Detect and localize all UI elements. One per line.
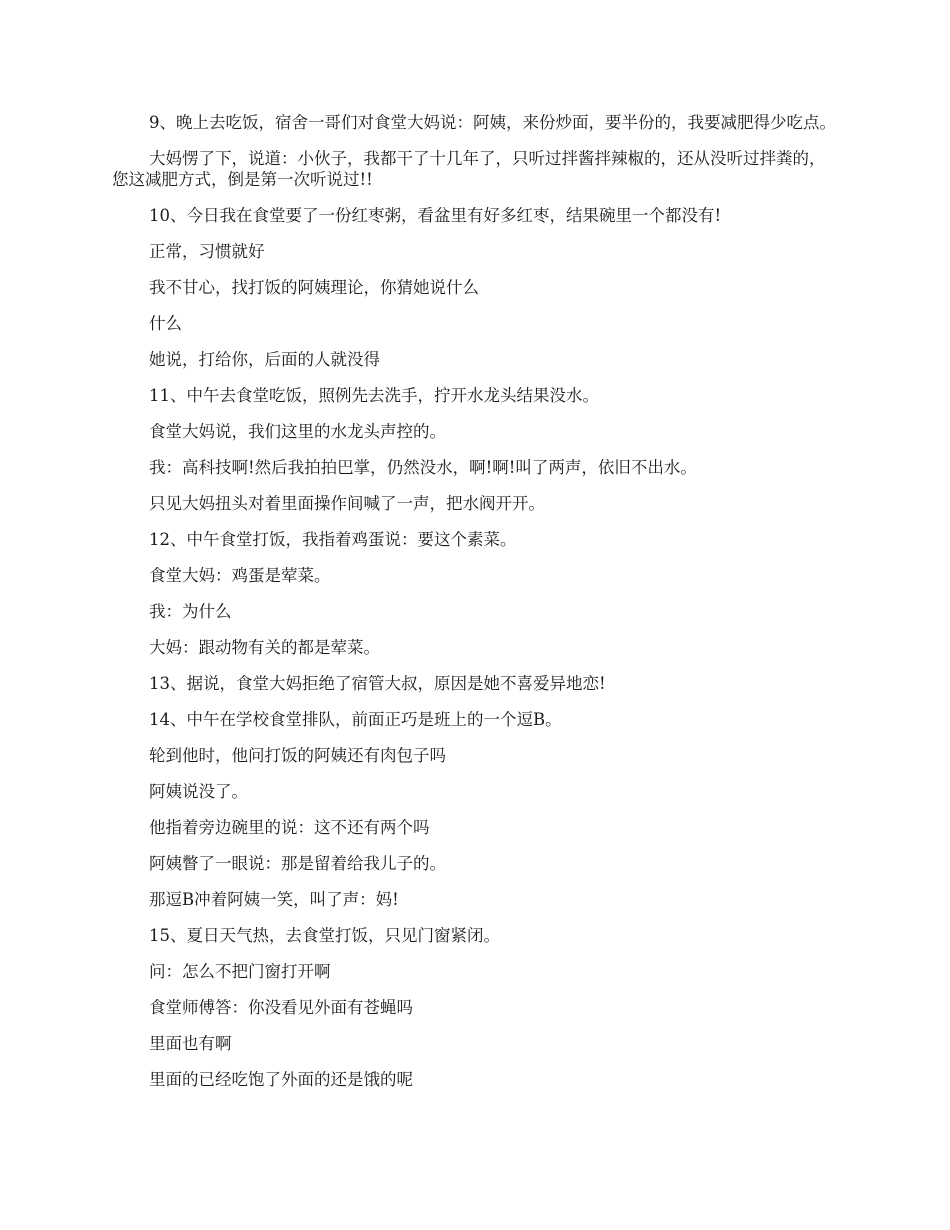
paragraph: 10、今日我在食堂要了一份红枣粥，看盆里有好多红枣，结果碗里一个都没有! xyxy=(149,206,722,225)
paragraph: 正常，习惯就好 xyxy=(149,242,265,261)
paragraph: 我不甘心，找打饭的阿姨理论，你猜她说什么 xyxy=(149,278,479,297)
paragraph: 里面也有啊 xyxy=(149,1034,232,1053)
paragraph: 食堂师傅答：你没看见外面有苍蝇吗 xyxy=(149,998,413,1017)
paragraph: 15、夏日天气热，去食堂打饭，只见门窗紧闭。 xyxy=(149,926,500,945)
paragraph: 我：高科技啊!然后我拍拍巴掌，仍然没水，啊!啊!叫了两声，依旧不出水。 xyxy=(149,458,697,477)
paragraph: 食堂大妈说，我们这里的水龙头声控的。 xyxy=(149,422,446,441)
paragraph: 13、据说，食堂大妈拒绝了宿管大叔，原因是她不喜爱异地恋! xyxy=(149,674,606,693)
paragraph: 11、中午去食堂吃饭，照例先去洗手，拧开水龙头结果没水。 xyxy=(149,386,599,405)
paragraph: 我：为什么 xyxy=(149,602,232,621)
paragraph: 她说，打给你，后面的人就没得 xyxy=(149,350,380,369)
paragraph: 轮到他时，他问打饭的阿姨还有肉包子吗 xyxy=(149,746,446,765)
document-body xyxy=(112,112,838,1090)
paragraph: 食堂大妈：鸡蛋是荤菜。 xyxy=(149,566,331,585)
paragraph: 他指着旁边碗里的说：这不还有两个吗 xyxy=(149,818,430,837)
paragraph: 12、中午食堂打饭，我指着鸡蛋说：要这个素菜。 xyxy=(149,530,517,549)
paragraph: 阿姨说没了。 xyxy=(149,782,248,801)
paragraph: 那逗B冲着阿姨一笑，叫了声：妈! xyxy=(149,890,399,909)
paragraph: 大妈愣了下，说道：小伙子，我都干了十几年了，只听过拌酱拌辣椒的，还从没听过拌粪的，您这减肥方式，倒是第一次听说过!! xyxy=(112,149,826,189)
paragraph: 阿姨瞥了一眼说：那是留着给我儿子的。 xyxy=(149,854,446,873)
paragraph: 只见大妈扭头对着里面操作间喊了一声，把水阀开开。 xyxy=(149,494,545,513)
paragraph: 里面的已经吃饱了外面的还是饿的呢 xyxy=(149,1070,413,1089)
paragraph: 什么 xyxy=(149,314,182,333)
paragraph: 大妈：跟动物有关的都是荤菜。 xyxy=(149,638,380,657)
paragraph: 问：怎么不把门窗打开啊 xyxy=(149,962,331,981)
paragraph: 9、晚上去吃饭，宿舍一哥们对食堂大妈说：阿姨，来份炒面，要半份的，我要减肥得少吃点。 xyxy=(149,113,836,132)
paragraph: 14、中午在学校食堂排队，前面正巧是班上的一个逗B。 xyxy=(149,710,562,729)
